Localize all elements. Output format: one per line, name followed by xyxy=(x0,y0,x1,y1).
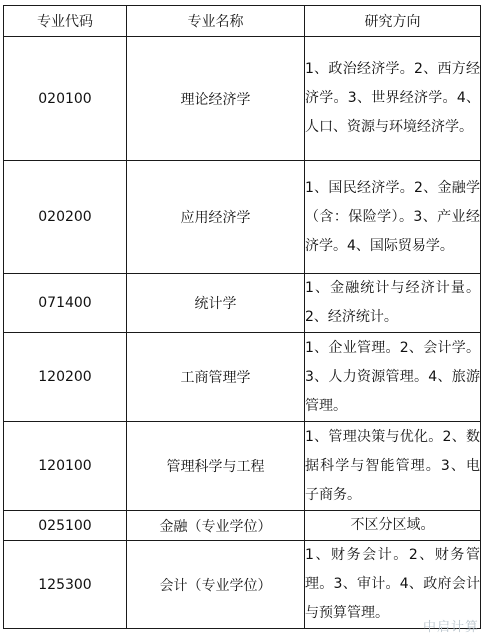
watermark: 中启计算 xyxy=(422,620,479,635)
major-code: 125300 xyxy=(4,541,127,629)
major-code: 120100 xyxy=(4,422,127,511)
major-name: 会计（专业学位） xyxy=(127,541,305,629)
major-code: 120200 xyxy=(4,333,127,422)
table-row xyxy=(4,422,481,511)
major-code: 025100 xyxy=(4,511,127,541)
research-direction: 1、政治经济学。2、西方经济学。3、世界经济学。4、人口、资源与环境经济学。 xyxy=(305,37,481,161)
research-direction: 1、管理决策与优化。2、数据科学与智能管理。3、电子商务。 xyxy=(305,422,481,511)
header-code: 专业代码 xyxy=(4,6,127,37)
major-code: 020200 xyxy=(4,161,127,274)
header-name: 专业名称 xyxy=(127,6,305,37)
research-direction: 1、财务会计。2、财务管理。3、审计。4、政府会计与预算管理。 xyxy=(305,541,481,629)
major-code: 071400 xyxy=(4,274,127,333)
header-row xyxy=(4,6,481,37)
research-direction: 1、国民经济学。2、金融学（含：保险学）。3、产业经济学。4、国际贸易学。 xyxy=(305,161,481,274)
research-direction: 1、企业管理。2、会计学。3、人力资源管理。4、旅游管理。 xyxy=(305,333,481,422)
research-direction: 1、金融统计与经济计量。2、经济统计。 xyxy=(305,274,481,333)
research-direction: 不区分区域。 xyxy=(305,511,481,541)
header-direction: 研究方向 xyxy=(305,6,481,37)
major-name: 工商管理学 xyxy=(127,333,305,422)
table-row xyxy=(4,541,481,629)
major-name: 理论经济学 xyxy=(127,37,305,161)
major-code: 020100 xyxy=(4,37,127,161)
major-name: 金融（专业学位） xyxy=(127,511,305,541)
majors-table xyxy=(3,5,481,629)
table-row xyxy=(4,511,481,541)
table-row xyxy=(4,274,481,333)
table-row xyxy=(4,37,481,161)
table-row xyxy=(4,161,481,274)
major-name: 管理科学与工程 xyxy=(127,422,305,511)
table-row xyxy=(4,333,481,422)
major-name: 应用经济学 xyxy=(127,161,305,274)
major-name: 统计学 xyxy=(127,274,305,333)
